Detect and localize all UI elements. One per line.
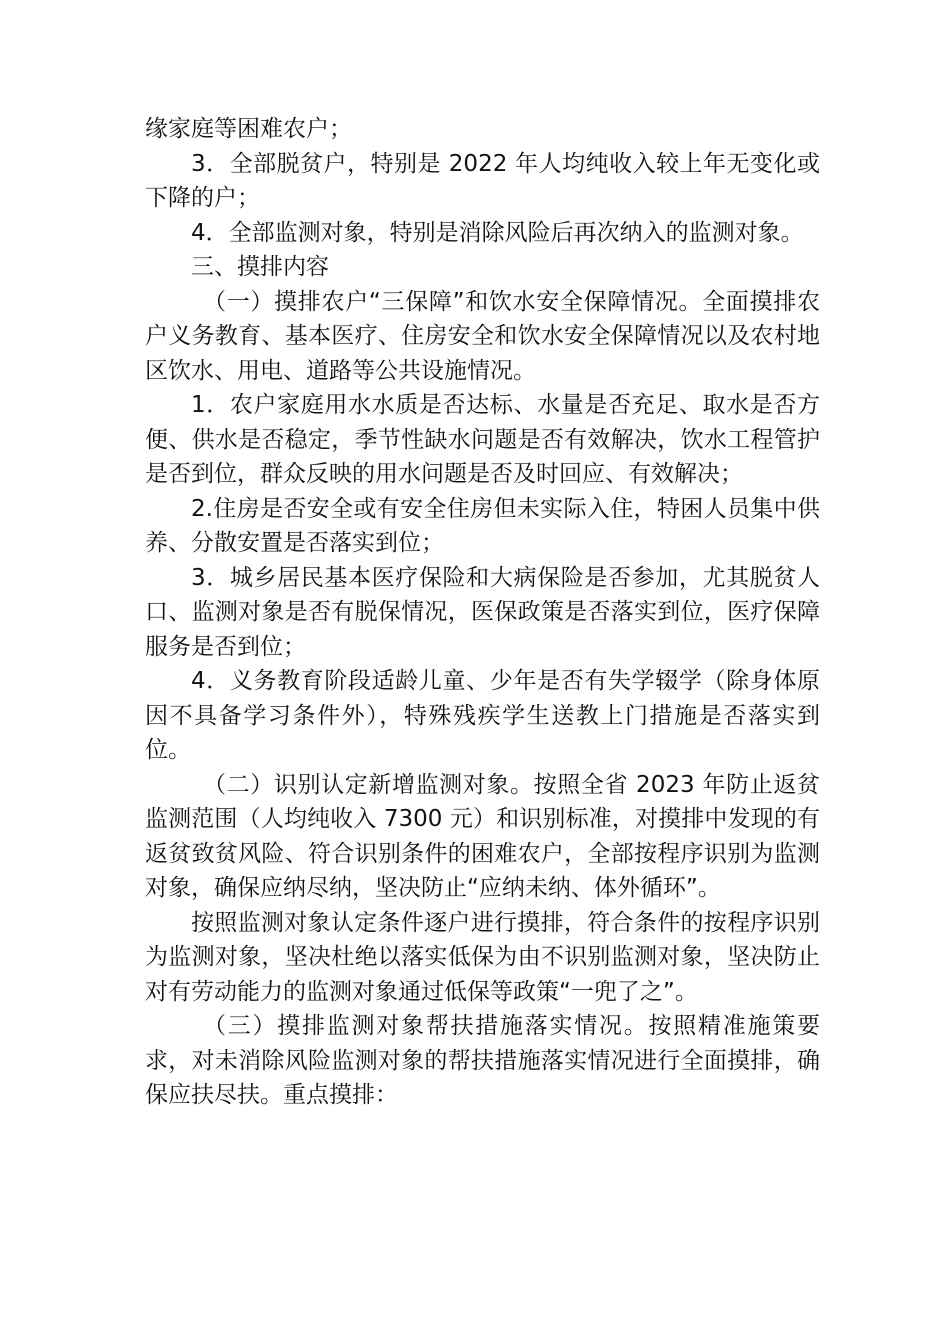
paragraph-medical: 3．城乡居民基本医疗保险和大病保险是否参加，尤其脱贫人口、监测对象是否有脱保情况，医保政策是否落实到位，医疗保障服务是否到位； (145, 564, 820, 660)
paragraph-identification: 按照监测对象认定条件逐户进行摸排，符合条件的按程序识别为监测对象，坚决杜绝以落实低保为由不识别监测对象，坚决防止对有劳动能力的监测对象通过低保等政策“一兜了之”。 (145, 909, 820, 1005)
document-body (145, 112, 820, 1113)
paragraph-item-3: 3．全部脱贫户，特别是 2022 年人均纯收入较上年无变化或下降的户； (145, 150, 820, 211)
section-heading-3: 三、摸排内容 (191, 254, 329, 280)
subsection-1: （一）摸排农户“三保障”和饮水安全保障情况。全面摸排农户义务教育、基本医疗、住房安全和饮水安全保障情况以及农村地区饮水、用电、道路等公共设施情况。 (145, 288, 820, 384)
subsection-2: （二）识别认定新增监测对象。按照全省 2023 年防止返贫监测范围（人均纯收入 7300 元）和识别标准，对摸排中发现的有返贫致贫风险、符合识别条件的困难农户，全部按程序识别为监测对象，确保应纳尽纳，坚决防止“应纳未纳、体外循环”。 (145, 771, 820, 901)
paragraph-continuation: 缘家庭等困难农户； (145, 116, 352, 142)
paragraph-housing: 2.住房是否安全或有安全住房但未实际入住，特困人员集中供养、分散安置是否落实到位； (145, 495, 820, 556)
paragraph-education: 4．义务教育阶段适龄儿童、少年是否有失学辍学（除身体原因不具备学习条件外），特殊残疾学生送教上门措施是否落实到位。 (145, 668, 820, 763)
paragraph-water: 1．农户家庭用水水质是否达标、水量是否充足、取水是否方便、供水是否稳定，季节性缺水问题是否有效解决，饮水工程管护是否到位，群众反映的用水问题是否及时回应、有效解决； (145, 392, 820, 487)
paragraph-item-4: 4．全部监测对象，特别是消除风险后再次纳入的监测对象。 (191, 219, 804, 246)
subsection-3: （三）摸排监测对象帮扶措施落实情况。按照精准施策要求，对未消除风险监测对象的帮扶措施落实情况进行全面摸排，确保应扶尽扶。重点摸排： (145, 1013, 820, 1108)
